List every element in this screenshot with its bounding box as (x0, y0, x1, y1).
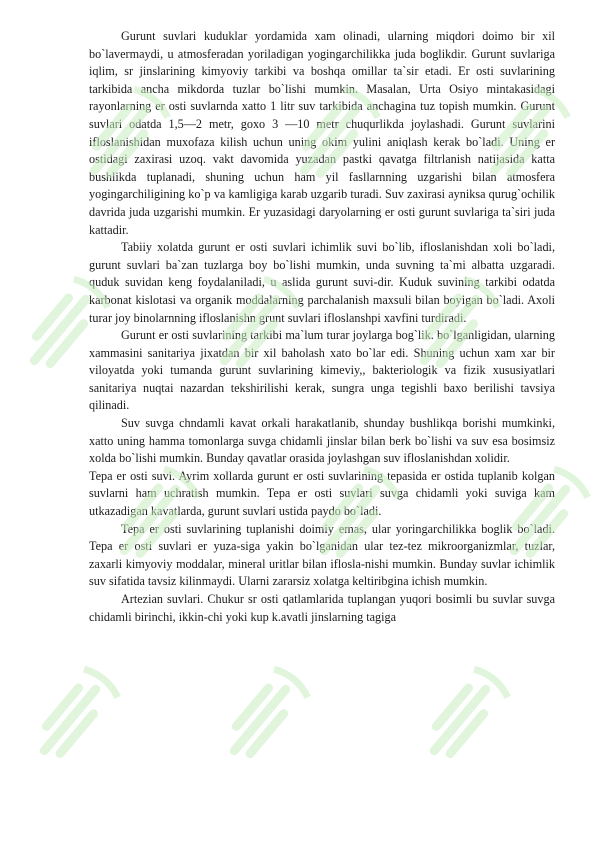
document-page (89, 28, 555, 626)
paragraph-perched-water: Tepa er osti suvi. Ayrim xollarda gurunt er osti suvlarining tepasida er ostida tuplanib kolgan suvlarni ham uchratish mumkin. Tepa er osti suvlari suvga chidamli yoki suviga kam utkazadigan kavatlarda, gurunt suvlari ustida paydo bo`ladi. (89, 468, 555, 519)
paragraph-artesian-water: Artezian suvlari. Chukur sr osti qatlamlarida tuplangan yuqori bosimli bu suvlar suvga chidamli birinchi, ikkin-chi yoki kup k.avatli jinslarning tagiga (89, 592, 555, 624)
paragraph-natural-state: Tabiiy xolatda gurunt er osti suvlari ichimlik suvi bo`lib, ifloslanishdan xoli bo`ladi, gurunt suvlari ba`zan tuzlarga boy bo`lishi mumkin, unda suvning ta`mi albatta uzgaradi. quduk suvidan keng foydalaniladi, u aslida gurunt suvi-dir. Kuduk suvining tarkibi odatda karbonat kislotasi va organik moddalarning parchalanish maxsuli bilan boyigan bo`ladi. Axoli turar joy binolarnning ifloslanishn grunt suvlari ifloslanshpi xavfini turdiradi. (89, 240, 555, 325)
watermark-mark (417, 665, 510, 765)
watermark-mark (217, 665, 310, 765)
paragraph-sanitary-assessment: Gurunt er osti suvlarining tarkibi ma`lum turar joylarga bog`lik. bo`lganligidan, ularning xammasini sanitariya jixatdan bir xil baholash xato bo`lar edi. Shuning uchun xam xar bir viloyatda yoki tumanda gurunt suvlarining kimeviy,, bakteriologik va fizik xususiyatlari sanitariya nuqtai nazardan tekshirilishi kerak, sungra unga tegishli baxo berilishi tavsiya qilinadi. (89, 328, 555, 413)
paragraph-ground-water-intro: Gurunt suvlari kuduklar yordamida xam olinadi, ularning miqdori doimo bir xil bo`lavermaydi, u atmosferadan yoriladigan yogingarchilikka juda boglikdir. Gurunt suvlariga iqlim, sr jinslarining kimyoviy tarkibi va boshqa omillar ta`sir etadi. Er osti suvlarining tarkibida ancha mikdorda tuzlar bo`lishi mumkin. Masalan, Urta Osiyo mintakasidagi rayonlarning er osti suvlarnda xatto 1 litr suv tarkibida anchagina tuz topish mumkin. Gurunt suvlari odatda 1,5—2 metr, goxo 3 —10 metr chuqurlikda joylashadi. Gurunt suvlarini ifloslanishidan muxofaza kilish uchun uning okim yulini aniqlash kerak bo`ladi. Uning er ostidagi zaxirasi uzoq. vakt davomida yuzadan pastki qavatga filtrlanish natijasida katta bushlikda tuplanadi, shuning uchun ham yil fasllarnning uzgarishi bilan atmosfera yogingarchiligining ko`p va kamligiga karab uzgarib turadi. Suv zaxirasi ayniksa qurug`ochilik davrida juda uzgarishi mumkin. Er yuzasidagi daryolarning er osti gurunt suvlariga ta`siri juda kattadir. (89, 29, 555, 237)
paragraph-perched-water-accumulation: Tepa er osti suvlarining tuplanishi doimiy emas, ular yoringarchilikka boglik bo`ladi. Tepa er osti suvlari er yuza-siga yakin bo`lganidan ular tez-tez mikroorganizmlar, tuzlar, zaxarli kimyoviy moddalar, mineral uritlar bilan iflosla-nishi mumkin. Bunday suvlar ichimlik suv sifatida tavsiz kilinmaydi. Ularni zararsiz xolatga keltiribgina ichish mumkin. (89, 521, 555, 589)
watermark-mark (27, 665, 120, 765)
paragraph-impermeable-layers: Suv suvga chndamli kavat orkali harakatlanib, shunday bushlikqa borishi mumkinki, xatto uning hamma tomonlarga suvga chidamli jinslar bilan berk bo`lishi va suv esa bosimsiz xolda bo`lishi mumkin. Bunday qavatlar orasida joylashgan suv ifloslanishdan xolidir. (89, 416, 555, 466)
